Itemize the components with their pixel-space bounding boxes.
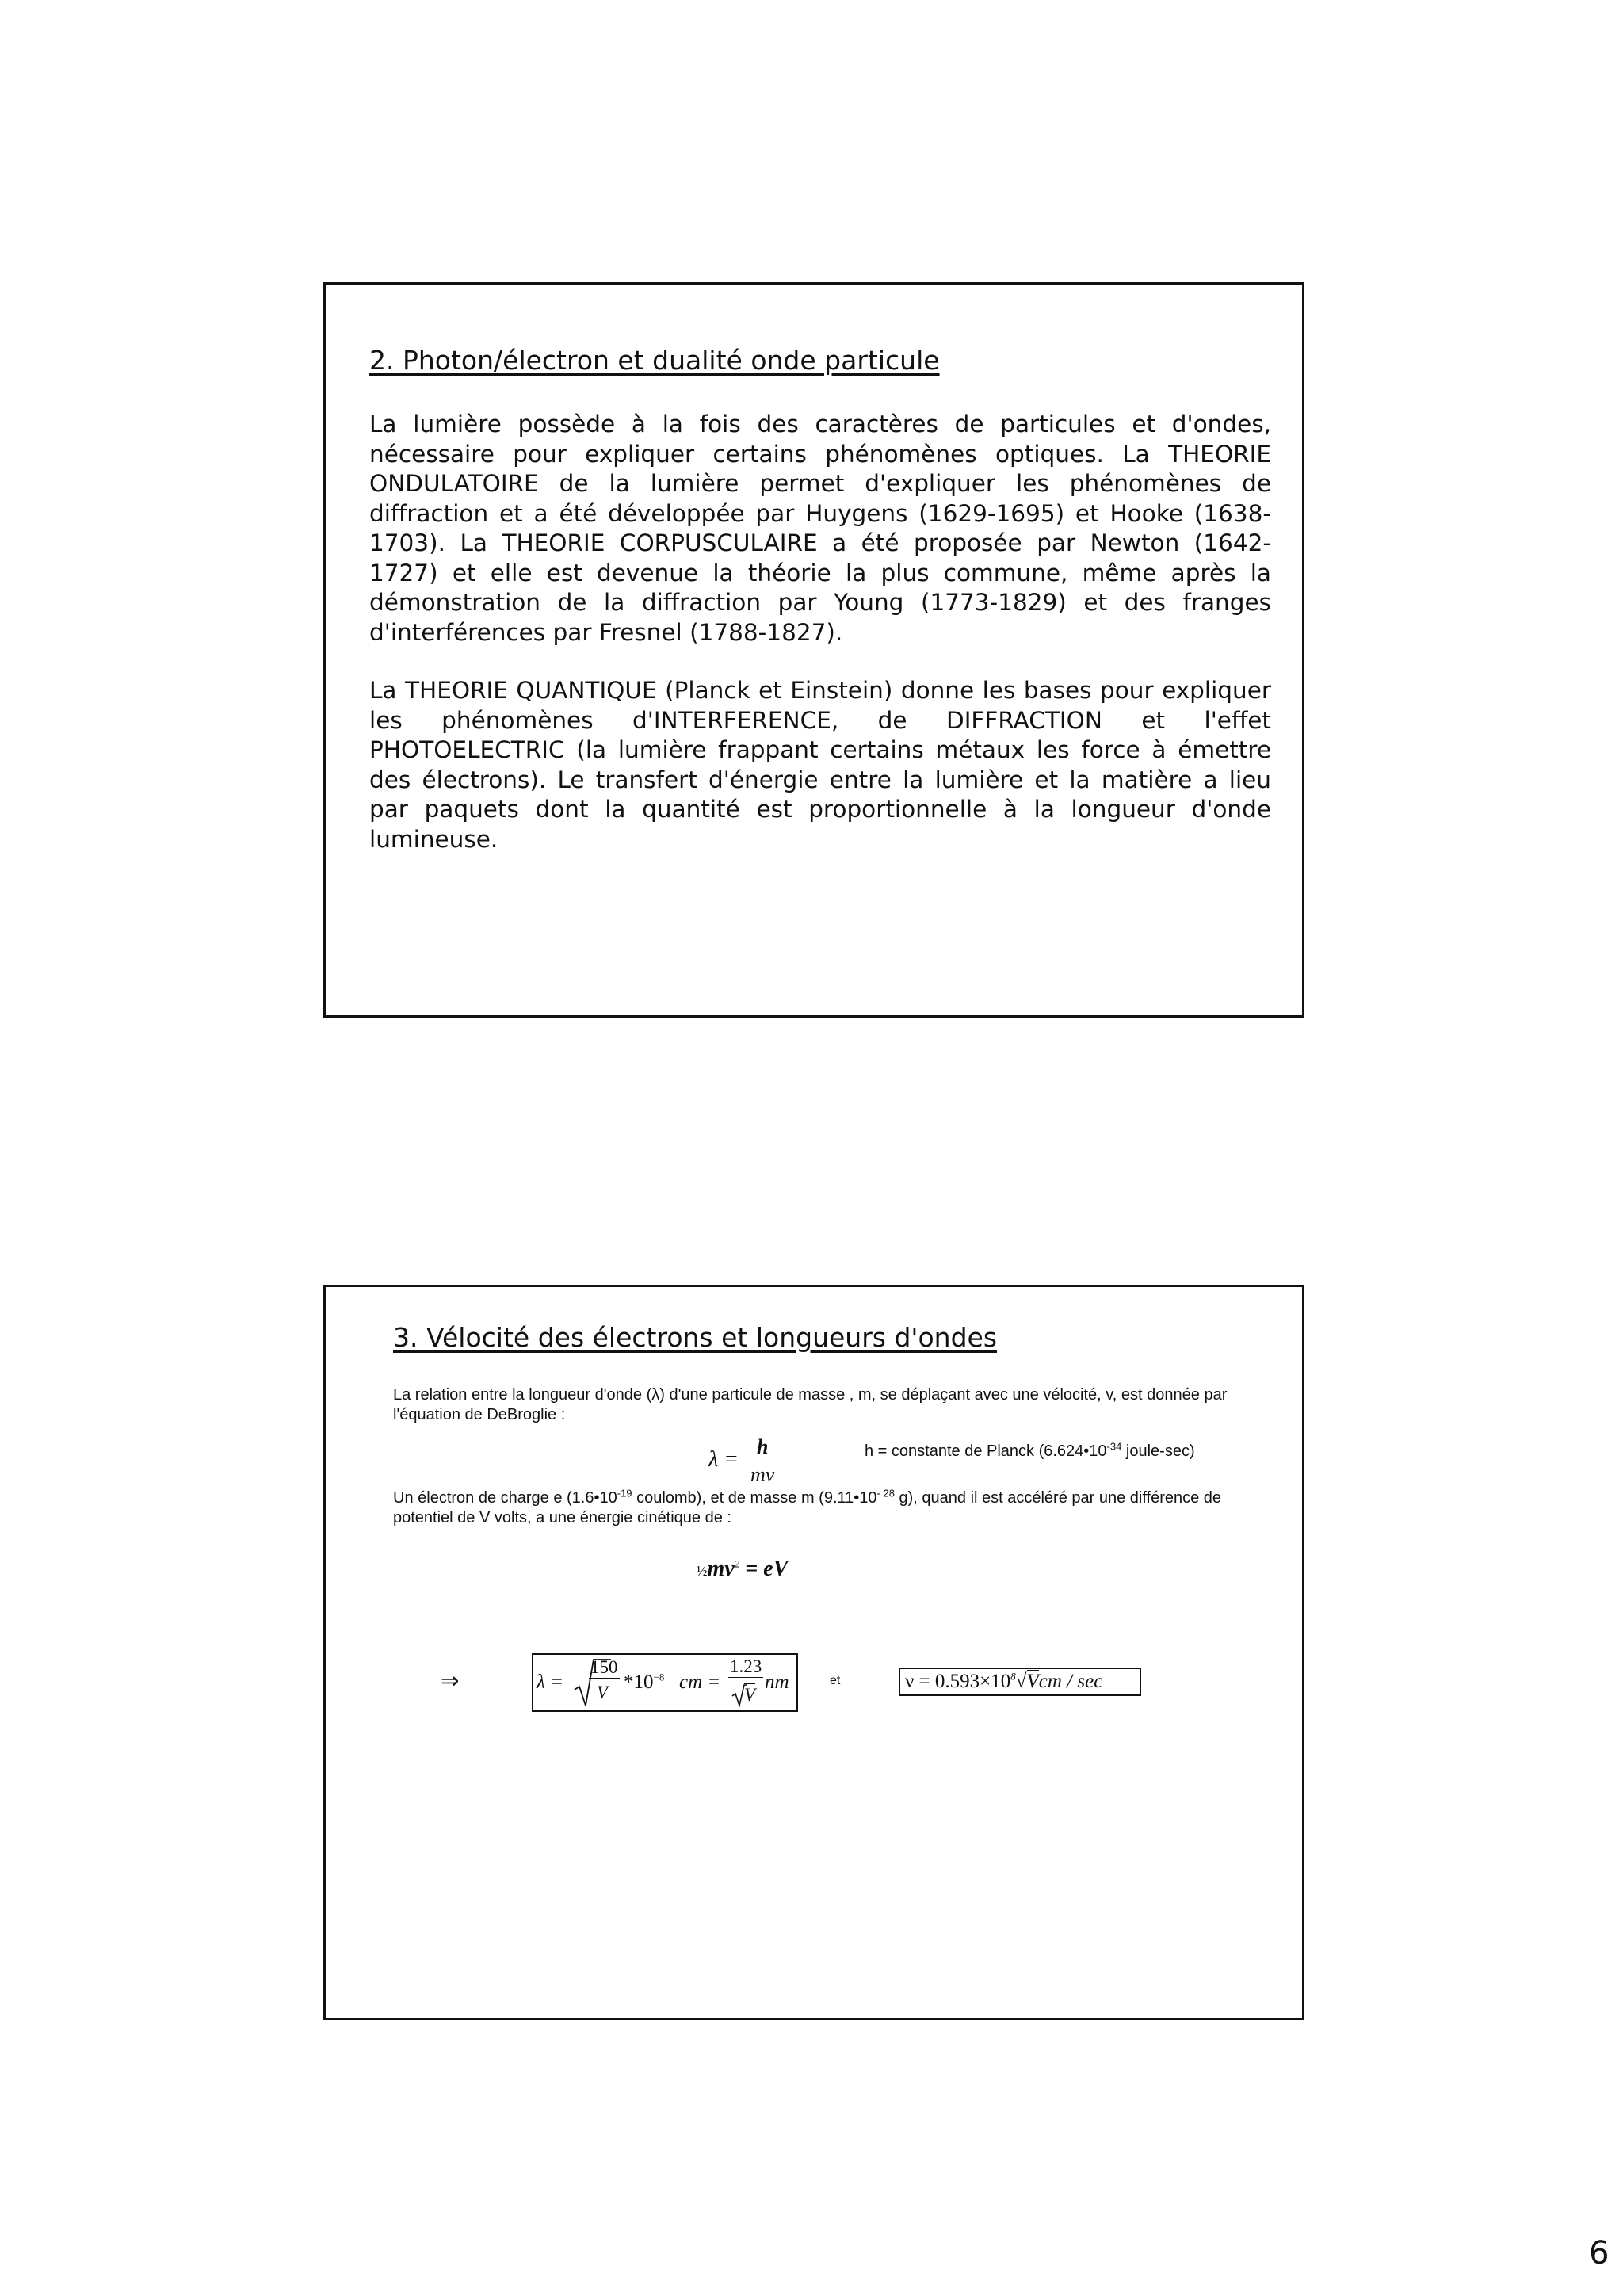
power-term xyxy=(624,1671,664,1694)
half-fraction: ½ xyxy=(697,1563,708,1579)
slide-photon-electron xyxy=(323,282,1304,1018)
planck-text: h = constante de Planck (6.624•10 xyxy=(865,1442,1107,1460)
equation-lhs: λ = xyxy=(708,1446,739,1472)
fraction-numerator: h xyxy=(750,1434,774,1461)
sqrt-radicand: V xyxy=(1026,1671,1039,1692)
velocity-formula-box xyxy=(899,1668,1141,1696)
paragraph-quantum-theory: La THEORIE QUANTIQUE (Planck et Einstein) donne les bases pour expliquer les phénomènes d'INTERFERENCE, de DIFFRACTION et l'effet PHOTOELECTRIC (la lumière frappant certains métaux les force à émettre des électrons). Le transfert d'énergie entre la lumière et la matière a lieu par paquets dont la quantité est proportionnelle à la longueur d'onde lumineuse. xyxy=(369,677,1271,853)
cm-unit: cm = xyxy=(679,1671,721,1693)
slide-title: 2. Photon/électron et dualité onde particule xyxy=(369,345,940,376)
power-exponent: −8 xyxy=(653,1671,665,1683)
velocity-unit: cm / sec xyxy=(1038,1671,1103,1692)
power-exponent: 8 xyxy=(1010,1670,1016,1683)
fraction-denominator: V xyxy=(744,1685,756,1705)
text-part: g), quand il est accéléré par une différence de potentiel de V volts, a une énergie cinétique de : xyxy=(393,1489,1222,1526)
planck-unit: joule-sec) xyxy=(1121,1442,1195,1460)
paragraph-electron-energy xyxy=(393,1488,1233,1528)
paragraph-wave-particle: La lumière possède à la fois des caractères de particules et d'ondes, nécessaire pour expliquer certains phénomènes optiques. La THEORIE ONDULATOIRE de la lumière permet d'expliquer les phénomènes de diffraction et a été développée par Huygens (1629-1695) et Hooke (1638-1703). La THEORIE CORPUSCULAIRE a été proposée par Newton (1642- 1727) et elle est devenue la théorie la plus commune, même après la démonstration de la diffraction par Young (1773-1829) et des franges d'interférences par Fresnel (1788-1827). xyxy=(369,411,1271,646)
fraction-denominator: mν xyxy=(750,1463,775,1486)
times-ten: *10 xyxy=(624,1671,654,1693)
implies-arrow-icon: ⇒ xyxy=(441,1669,460,1694)
charge-exponent: -19 xyxy=(617,1487,632,1499)
lambda-lhs: λ = xyxy=(537,1671,563,1693)
slide-electron-velocity xyxy=(323,1285,1304,2020)
fraction xyxy=(750,1434,774,1488)
planck-exponent: -34 xyxy=(1106,1440,1122,1453)
fraction-denominator: V xyxy=(597,1683,609,1702)
fraction-numerator: 150 xyxy=(590,1657,618,1677)
square-exponent: 2 xyxy=(734,1557,740,1570)
text-part: coulomb), et de masse m (9.11•10 xyxy=(632,1489,877,1507)
ev-term: = eV xyxy=(739,1557,789,1581)
kinetic-energy-equation xyxy=(697,1557,788,1582)
sqrt-symbol-icon: √ xyxy=(1015,1671,1027,1692)
slide-title: 3. Vélocité des électrons et longueurs d'ondes xyxy=(393,1322,998,1353)
velocity-lhs: ν = 0.593×10 xyxy=(905,1671,1011,1692)
wavelength-formula-box xyxy=(532,1653,798,1712)
paragraph-debroglie: La relation entre la longueur d'onde (λ) d'une particule de masse , m, se déplaçant avec une vélocité, v, est donnée par l'équation de DeBroglie : xyxy=(393,1386,1228,1423)
mv-term: mv xyxy=(707,1557,735,1581)
debroglie-equation xyxy=(708,1434,774,1488)
text-part: Un électron de charge e (1.6•10 xyxy=(393,1489,617,1507)
et-conjunction: et xyxy=(830,1674,841,1687)
fraction-numerator: 1.23 xyxy=(730,1656,762,1676)
page-number: 6 xyxy=(1589,2235,1610,2271)
planck-constant-note xyxy=(865,1442,1195,1461)
mass-exponent: - 28 xyxy=(876,1487,895,1499)
nm-unit: nm xyxy=(765,1671,789,1693)
